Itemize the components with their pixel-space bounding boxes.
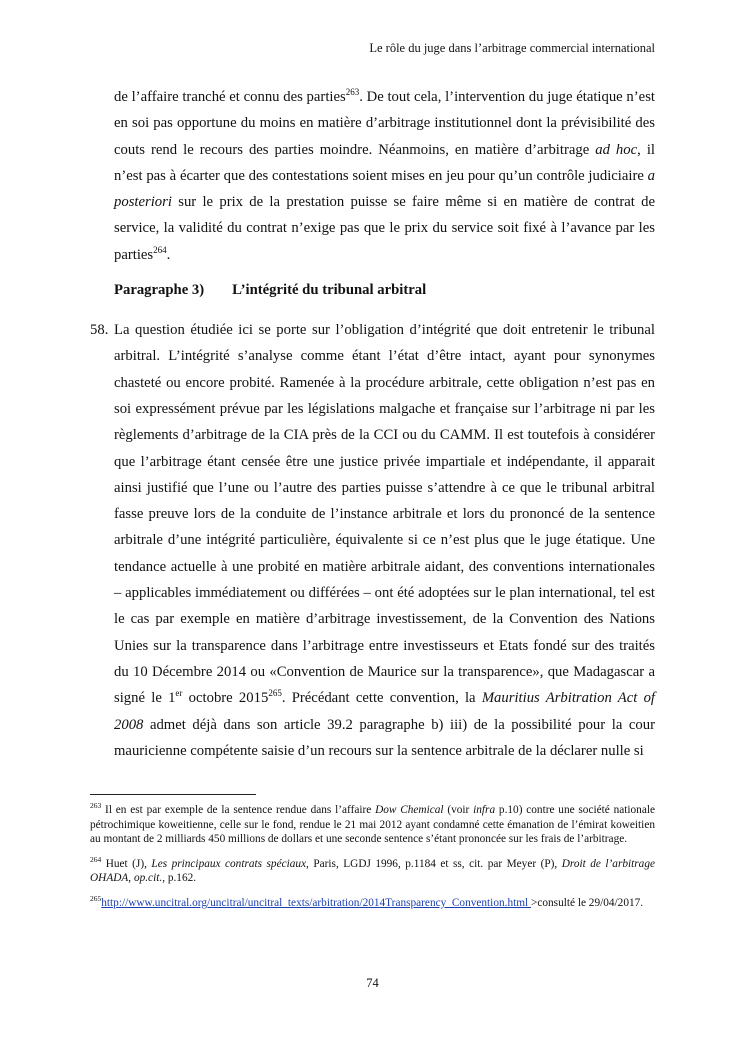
continuation-paragraph: de l’affaire tranché et connu des parties$^{263}$. De tout cela, l’intervention du juge étatique n’est en soi pas opportune du moins en matière d’arbitrage institutionnel dont la prévisibilité des couts rend le recours des parties moindre. Néanmoins, en matière d’arbitrage ad hoc, il n’est pas à écarter que des contestations soient mises en jeu pour qu’un contrôle judiciaire a posteriori sur le prix de la prestation puisse se faire même si en matière de contrat de service, la validité du contrat n’exige pas que le prix du service soit fixé à l’avance par les parties$^{264}$.: [114, 87, 655, 263]
footnote-separator: [90, 794, 256, 795]
section-heading: [90, 279, 655, 301]
footnote-264: $^{264}$ Huet (J), Les principaux contrats spéciaux, Paris, LGDJ 1996, p.1184 et ss, cit. par Meyer (P), Droit de l’arbitrage OHADA, op.cit., p.162.: [90, 855, 655, 885]
footnote-ref-265[interactable]: 265: [268, 688, 282, 699]
footnote-ref-263[interactable]: 263: [345, 87, 360, 98]
footnote-263: $^{263}$ Il en est par exemple de la sentence rendue dans l’affaire Dow Chemical (voir infra p.10) contre une société nationale pétrochimique koweitienne, celle sur le fond, rendue le 21 mai 2012 ayant condamné cette émanation de l’émirat koweitien au montant de 2 milliards 450 millions de dollars et une seconde sentence s’étant prononcée sur les frais de l’arbitrage.: [90, 801, 655, 846]
footnote-ref-264[interactable]: 264: [153, 244, 167, 255]
heading-title: L’intégrité du tribunal arbitral: [232, 282, 427, 299]
uncitral-link[interactable]: http://www.uncitral.org/uncitral/uncitral_texts/arbitration/2014Transparency_Convention.html: [101, 896, 531, 909]
page-number: 74: [366, 976, 379, 990]
footnote-265: $^{265}$http://www.uncitral.org/uncitral/uncitral_texts/arbitration/2014Transparency_Convention.html >consulté le 29/04/2017.: [90, 894, 644, 909]
heading-label: Paragraphe 3): [114, 282, 205, 299]
running-header: Le rôle du juge dans l’arbitrage commercial international: [369, 41, 655, 55]
paragraph-58: 58. La question étudiée ici se porte sur l’obligation d’intégrité que doit entretenir le tribunal arbitral. L’intégrité s’analyse comme étant l’état d’être intact, ayant pour synonymes chasteté ou encore probité. Ramenée à la procédure arbitrale, cette obligation n’est pas en soi expressément prévue par les législations malgache et française sur l’arbitrage ni par les règlements d’arbitrage de la CIA près de la CCI ou du CAMM. Il est toutefois à considérer que l’arbitrage étant censée être une justice privée impartiale et indépendante, il apparait ainsi justifié que l’une ou l’autre des parties puisse s’attendre à ce que le tribunal arbitral fasse preuve lors de la conduite de l’instance arbitrale et lors du prononcé de la sentence arbitrale d’une intégrité particulière, équivalente si ce n’est plus que le juge étatique. Une tendance actuelle à une probité en matière arbitrale aidant, des conventions internationales – applicables immédiatement ou différées – ont été adoptées sur le plan international, tel est le cas par exemple en matière d’arbitrage investissement, de la Convention des Nations Unies sur la transparence dans l’arbitrage entre investisseurs et Etats fondé sur des traités du 10 Décembre 2014 ou «Convention de Maurice sur la transparence», que Madagascar a signé le 1er octobre 2015$^{265}$. Précédant cette convention, la Mauritius Arbitration Act of 2008 admet déjà dans son article 39.2 paragraphe b) iii) de la possibilité pour la cour mauricienne compétente saisie d’un recours sur la sentence arbitrale de la déclarer nulle si: [90, 317, 655, 764]
paragraph-number: 58.: [90, 322, 109, 339]
page-body: [90, 84, 655, 764]
footnotes: [90, 803, 655, 921]
